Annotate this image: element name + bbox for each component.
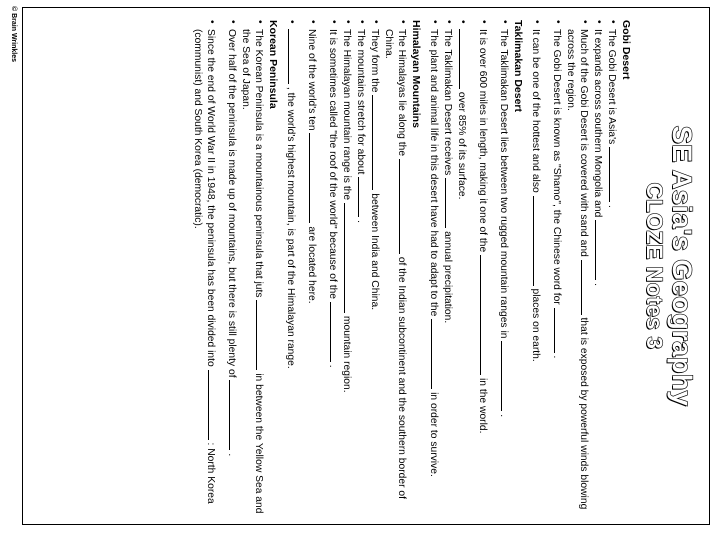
fill-in-blank	[581, 260, 591, 315]
note-item	[225, 20, 239, 520]
note-text: between India and China.	[369, 193, 380, 311]
note-text: of the Indian subcontinent and the southern border of China.	[383, 29, 407, 499]
section-himalayan-mountains	[284, 20, 422, 520]
section-heading: Himalayan Mountains	[410, 20, 422, 128]
note-text: Since the end of World War II in 1948, the peninsula has been divided into	[205, 29, 216, 367]
fill-in-blank	[256, 300, 266, 370]
fill-in-blank	[595, 220, 605, 280]
note-text: The plant and animal life in this desert have had to adapt to the	[428, 29, 439, 317]
section-heading: Korean Peninsula	[267, 20, 279, 109]
note-text: over 85% of its surface.	[456, 91, 467, 200]
fill-in-blank	[358, 177, 368, 217]
note-text: annual precipitation.	[442, 231, 453, 324]
note-item	[326, 20, 340, 520]
fill-in-blank	[344, 203, 354, 313]
note-item	[564, 20, 591, 520]
note-text: The Gobi Desert is Asia's	[606, 29, 617, 145]
note-item	[529, 20, 543, 520]
note-text: The Taklimakan Desert lies between two rugged mountain ranges in	[498, 29, 509, 339]
note-text: It can be one of the hottest and also	[530, 29, 541, 193]
note-text: in between the Yellow Sea and the Sea of Japan.	[240, 29, 264, 514]
note-text: in the world.	[477, 377, 488, 434]
note-text: The Himalayas lie along the	[396, 29, 407, 157]
note-text: are located here.	[306, 226, 317, 304]
note-text: Over half of the peninsula is made up of mountains, but there is still plenty of	[226, 29, 237, 378]
note-item	[550, 20, 564, 520]
fill-in-blank	[288, 29, 298, 84]
note-item	[305, 20, 319, 520]
section-heading: Gobi Desert	[620, 20, 632, 80]
note-text: , the world's highest mountain, is part of the Himalayan range.	[285, 86, 296, 369]
note-text: .	[327, 364, 338, 368]
note-item	[497, 20, 511, 520]
note-text: .	[498, 414, 509, 418]
note-text: It is over 600 miles in length, making it one of the	[477, 29, 488, 253]
note-text: The Himalayan mountain range is the	[341, 29, 352, 201]
note-text: .	[226, 453, 237, 457]
fill-in-blank	[229, 380, 239, 450]
note-text: Much of the Gobi Desert is covered with sand and	[578, 29, 589, 257]
fill-in-blank	[445, 178, 455, 228]
note-text: mountain region.	[341, 315, 352, 393]
page-title: SE Asia's Geography	[667, 125, 697, 407]
note-item	[605, 20, 619, 520]
note-text: Nine of the world's ten	[306, 29, 317, 131]
fill-in-blank	[399, 159, 409, 254]
fill-in-blank	[609, 147, 619, 202]
fill-in-blank	[459, 29, 469, 89]
section-heading: Taklimakan Desert	[512, 20, 524, 113]
note-item	[191, 20, 218, 520]
section-gobi-desert	[529, 20, 632, 520]
note-text: places on earth.	[530, 288, 541, 362]
note-text: It is sometimes called "the roof of the world" because of the	[327, 29, 338, 300]
note-text: that is exposed by powerful winds blowing across the region.	[565, 29, 589, 510]
note-text: It expands across southern Mongolia and	[592, 29, 603, 218]
fill-in-blank	[554, 308, 564, 353]
note-text: .	[355, 220, 366, 224]
page-border	[22, 7, 710, 525]
fill-in-blank	[533, 196, 543, 286]
fill-in-blank	[309, 133, 319, 223]
note-text: : North Korea (communist) and South Korea (democratic).	[192, 29, 216, 504]
note-item	[591, 20, 605, 520]
note-text: The Gobi Desert is known as "Shamo", the Chinese word for	[551, 29, 562, 305]
note-text: The Korean Peninsula is a mountainous peninsula that juts	[253, 29, 264, 298]
fill-in-blank	[480, 255, 490, 375]
note-item	[441, 20, 455, 520]
fill-in-blank	[372, 95, 382, 190]
note-text: The mountains stretch for about	[355, 29, 366, 175]
note-item	[382, 20, 409, 520]
section-taklimakan-desert	[427, 20, 524, 520]
notes-content	[191, 20, 637, 520]
note-item	[284, 20, 298, 520]
fill-in-blank	[431, 319, 441, 389]
note-text: .	[592, 283, 603, 286]
fill-in-blank	[330, 302, 340, 362]
fill-in-blank	[501, 341, 511, 411]
section-korean-peninsula	[191, 20, 279, 520]
note-item	[476, 20, 490, 520]
copyright-text: © Brain Wrinkles	[10, 6, 17, 62]
note-item	[340, 20, 354, 520]
note-item	[354, 20, 368, 520]
note-text: .	[551, 355, 562, 359]
fill-in-blank	[208, 370, 218, 440]
note-text: The Taklimakan Desert receives	[442, 29, 453, 176]
note-text: .	[606, 205, 617, 208]
page-subtitle: CLOZE Notes 3	[642, 182, 667, 350]
note-item	[368, 20, 382, 520]
note-item	[455, 20, 469, 520]
note-item	[239, 20, 266, 520]
note-text: They form the	[369, 29, 380, 93]
note-text: in order to survive.	[428, 392, 439, 477]
note-item	[427, 20, 441, 520]
